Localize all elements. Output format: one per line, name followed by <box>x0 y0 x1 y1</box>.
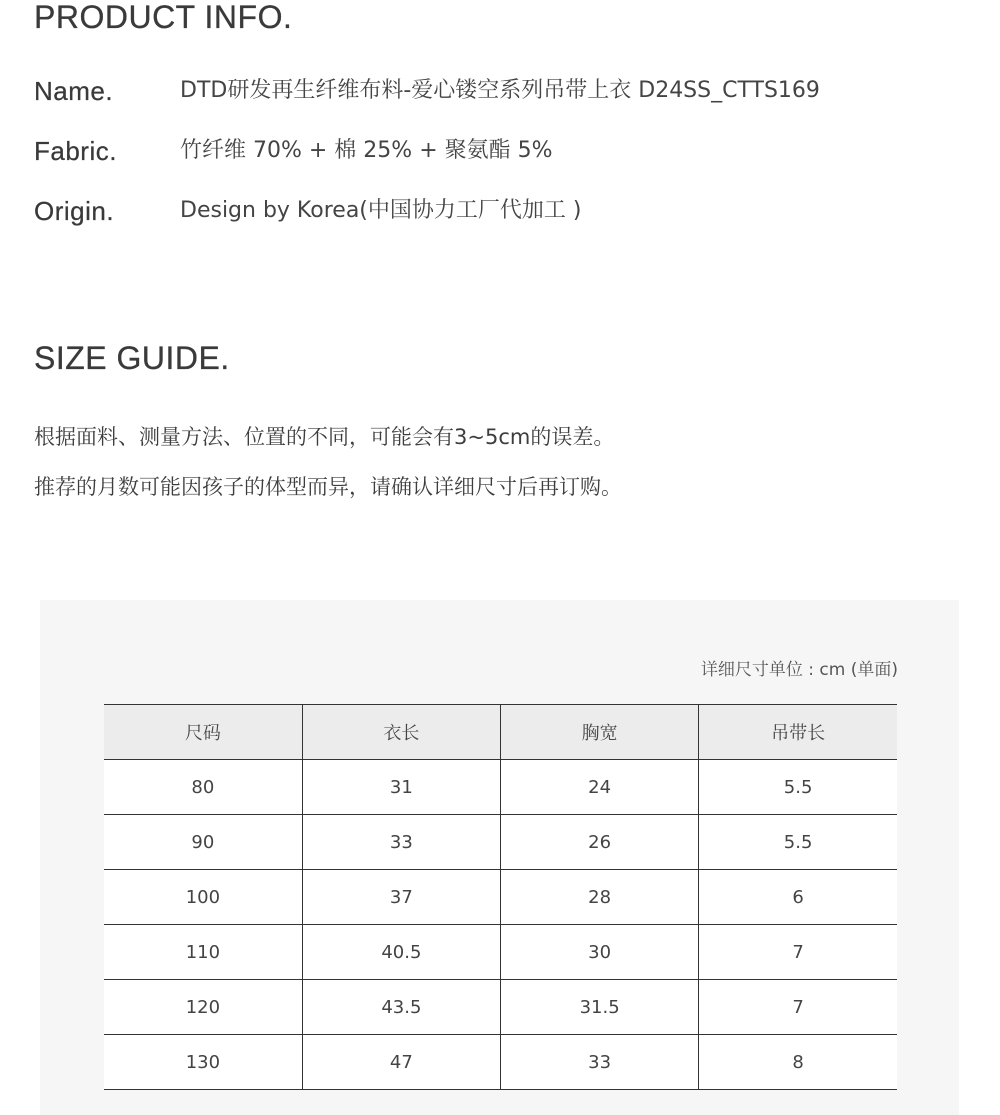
table-row <box>104 815 897 870</box>
origin-label: Origin. <box>34 196 115 226</box>
table-cell: 90 <box>104 815 302 870</box>
size-guide-title: SIZE GUIDE. <box>34 340 230 376</box>
size-table <box>104 704 897 1090</box>
header-length: 衣长 <box>302 705 500 760</box>
size-table-panel <box>40 600 959 1115</box>
table-row <box>104 1035 897 1090</box>
info-row-name <box>34 73 974 109</box>
table-cell: 33 <box>302 815 500 870</box>
table-cell: 80 <box>104 760 302 815</box>
header-size: 尺码 <box>104 705 302 760</box>
name-value: DTD研发再生纤维布料-爱心镂空系列吊带上衣 D24SS_CTTS169 <box>180 78 820 103</box>
table-cell: 6 <box>699 870 897 925</box>
table-row <box>104 925 897 980</box>
header-chest-width: 胸宽 <box>501 705 699 760</box>
size-note-error-margin: 根据面料、测量方法、位置的不同，可能会有3~5cm的误差。 <box>34 425 615 449</box>
table-cell: 24 <box>501 760 699 815</box>
table-cell: 5.5 <box>699 815 897 870</box>
table-cell: 8 <box>699 1035 897 1090</box>
size-note-recommendation: 推荐的月数可能因孩子的体型而异，请确认详细尺寸后再订购。 <box>34 475 622 499</box>
header-strap-length: 吊带长 <box>699 705 897 760</box>
table-cell: 47 <box>302 1035 500 1090</box>
table-cell: 30 <box>501 925 699 980</box>
table-row <box>104 870 897 925</box>
table-cell: 26 <box>501 815 699 870</box>
table-row <box>104 760 897 815</box>
fabric-label: Fabric. <box>34 136 117 166</box>
table-cell: 100 <box>104 870 302 925</box>
table-cell: 120 <box>104 980 302 1035</box>
table-cell: 31 <box>302 760 500 815</box>
product-info-title: PRODUCT INFO. <box>34 0 293 35</box>
table-cell: 43.5 <box>302 980 500 1035</box>
table-header-row <box>104 705 897 760</box>
table-cell: 40.5 <box>302 925 500 980</box>
unit-note: 详细尺寸单位 : cm (单面) <box>700 660 898 680</box>
table-cell: 31.5 <box>501 980 699 1035</box>
table-row <box>104 980 897 1035</box>
table-cell: 28 <box>501 870 699 925</box>
table-cell: 110 <box>104 925 302 980</box>
table-cell: 33 <box>501 1035 699 1090</box>
table-cell: 130 <box>104 1035 302 1090</box>
table-cell: 7 <box>699 980 897 1035</box>
name-label: Name. <box>34 76 114 106</box>
table-cell: 5.5 <box>699 760 897 815</box>
info-row-fabric <box>34 133 974 169</box>
info-row-origin <box>34 193 974 229</box>
table-cell: 37 <box>302 870 500 925</box>
origin-value: Design by Korea(中国协力工厂代加工 ) <box>180 198 582 223</box>
table-cell: 7 <box>699 925 897 980</box>
fabric-value: 竹纤维 70% + 棉 25% + 聚氨酯 5% <box>180 138 553 163</box>
